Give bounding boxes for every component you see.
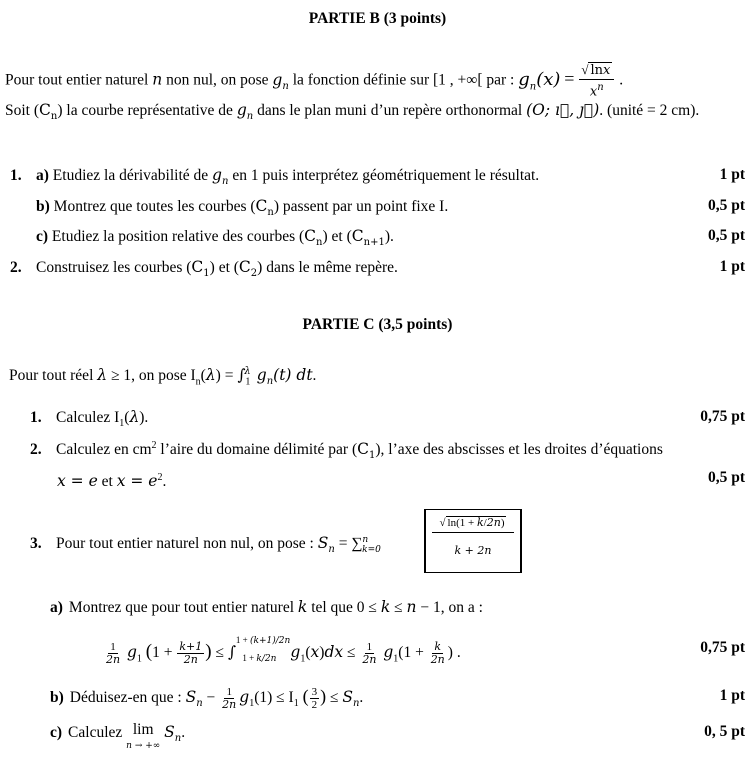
partB-q1b: b) Montrez que toutes les courbes $(C_n)$ passent par un point fixe I.: [36, 197, 449, 219]
partB-q2: 2. Construisez les courbes $(C_1)$ et $(C_2)$ dans le même repère.: [10, 258, 398, 280]
partC-q2-points: 0,5 pt: [707, 469, 745, 486]
sum-bracket: [424, 509, 522, 573]
partB-q1b-points: 0,5 pt: [707, 197, 745, 214]
partC-intro: Pour tout réel λ ≥ 1, on pose $I_n(\lambda) = \int_1^\lambda$ $g_n(t)$ dt.: [9, 366, 317, 388]
partC-q3c-points: 0, 5 pt: [704, 723, 745, 740]
partB-title: PARTIE B (3 points): [308, 10, 447, 27]
partC-title: PARTIE C (3,5 points): [302, 316, 453, 333]
partC-q3c: c) Calculez lim n → +∞ $S_n$.: [50, 721, 186, 751]
partC-q1: 1. Calculez $I_1(\lambda)$.: [30, 408, 149, 430]
partB-q1a: 1. a) Etudiez la dérivabilité de $g_n$ en 1 puis interprétez géométriquement le résultat.: [10, 166, 540, 188]
sum-fraction-denominator: k + 2n: [454, 544, 492, 557]
partC-q3a-inequality: $\frac{1}{2n}$ $g_1$ (1 + $\frac{k+1}{2n}$ ) ≤ ∫$^{1 + (k+1)/2n}_{1 + k/2n}$ $g_1(x)dx$ ≤ $\frac{1}{2n}$ $g_1(1$ + $\frac{k}{2n}$ ) .: [106, 635, 461, 667]
partC-q2-line1: 2. Calculez en $cm^2$ l’aire du domaine délimité par $(C_1)$, l’axe des abscisses et les droites d’équations: [30, 440, 663, 462]
partB-q1a-points: 1 pt: [719, 166, 745, 183]
partB-q1c-points: 0,5 pt: [707, 227, 745, 244]
partB-intro2: Soit $(C_n)$ la courbe représentative de $g_n$ dans le plan muni d’un repère orthonormal (O; ı⃗, ȷ⃗). (unité = 2 cm).: [5, 101, 700, 123]
sum-fraction-numerator: √ ln(1 + k/2n): [432, 516, 514, 533]
partB-intro1: Pour tout entier naturel n non nul, on pose $g_n$ la fonction définie sur [1 , +∞[ par : $g_n(x)$ = $\frac{√ \ln x}{x^n}$ .: [5, 62, 624, 100]
gn-fraction: $\frac{√ \ln x}{x^n}$: [579, 62, 614, 100]
partB-q2-points: 1 pt: [719, 258, 745, 275]
partC-q3b-points: 1 pt: [719, 687, 745, 704]
partC-q3: 3. Pour tout entier naturel non nul, on pose : $S_n = \sum^n_{k=0}$: [30, 534, 381, 556]
partC-q1-points: 0,75 pt: [700, 408, 745, 425]
partC-q2-line2: x = e et $x = e^2$.: [57, 472, 167, 491]
partC-q3b: b) Déduisez-en que : $S_n$ − $\frac{1}{2n}$ $g_1(1) \le I_1$ ( $\frac{3}{2}$ ) ≤ $S_n$.: [50, 686, 364, 711]
partC-q3a-points: 0,75 pt: [700, 639, 745, 656]
partC-q3a: a) Montrez que pour tout entier naturel k tel que 0 ≤ k ≤ n − 1, on a :: [50, 598, 483, 616]
partB-q1c: c) Etudiez la position relative des courbes $(C_n)$ et $(C_{n+1})$.: [36, 227, 394, 249]
